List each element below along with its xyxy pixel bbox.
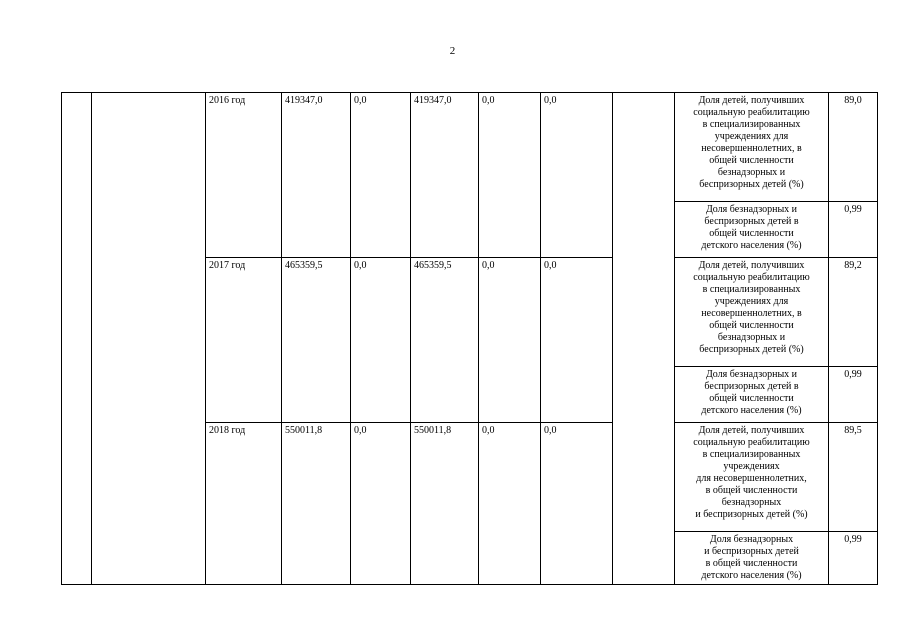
total-value: 465359,5	[282, 258, 351, 423]
indicator-value: 0,99	[829, 202, 878, 258]
table-row	[62, 93, 878, 202]
indicator-value: 89,5	[829, 423, 878, 532]
empty-cell-number	[62, 93, 92, 585]
local-budget-value: 0,0	[479, 258, 541, 423]
indicator-name: Доля детей, получивших социальную реабилитацию в специализированных учреждениях для несовершеннолетних, в общей численности безнадзорных и беспризорных детей (%)	[675, 258, 829, 367]
year-label: 2018 год	[206, 423, 282, 585]
indicator-name: Доля детей, получивших социальную реабилитацию в специализированных учреждениях для несовершеннолетних, в общей численности безнадзорных и беспризорных детей (%)	[675, 423, 829, 532]
regional-budget-value: 550011,8	[411, 423, 479, 585]
indicator-value: 0,99	[829, 367, 878, 423]
year-label: 2017 год	[206, 258, 282, 423]
empty-cell-name	[92, 93, 206, 585]
total-value: 419347,0	[282, 93, 351, 258]
other-sources-value: 0,0	[541, 93, 613, 258]
other-sources-value: 0,0	[541, 423, 613, 585]
local-budget-value: 0,0	[479, 93, 541, 258]
indicator-value: 89,2	[829, 258, 878, 367]
indicator-name: Доля детей, получивших социальную реабилитацию в специализированных учреждениях для несовершеннолетних, в общей численности безнадзорных и беспризорных детей (%)	[675, 93, 829, 202]
indicator-value: 0,99	[829, 532, 878, 585]
federal-budget-value: 0,0	[351, 423, 411, 585]
total-value: 550011,8	[282, 423, 351, 585]
indicator-name: Доля безнадзорных и беспризорных детей в общей численности детского населения (%)	[675, 367, 829, 423]
page-number: 2	[449, 45, 456, 57]
regional-budget-value: 419347,0	[411, 93, 479, 258]
empty-cell-executor	[613, 93, 675, 585]
regional-budget-value: 465359,5	[411, 258, 479, 423]
local-budget-value: 0,0	[479, 423, 541, 585]
year-label: 2016 год	[206, 93, 282, 258]
indicator-name: Доля безнадзорных и беспризорных детей в общей численности детского населения (%)	[675, 532, 829, 585]
federal-budget-value: 0,0	[351, 93, 411, 258]
indicator-name: Доля безнадзорных и беспризорных детей в общей численности детского населения (%)	[675, 202, 829, 258]
indicator-value: 89,0	[829, 93, 878, 202]
program-funding-table	[61, 92, 878, 585]
other-sources-value: 0,0	[541, 258, 613, 423]
federal-budget-value: 0,0	[351, 258, 411, 423]
